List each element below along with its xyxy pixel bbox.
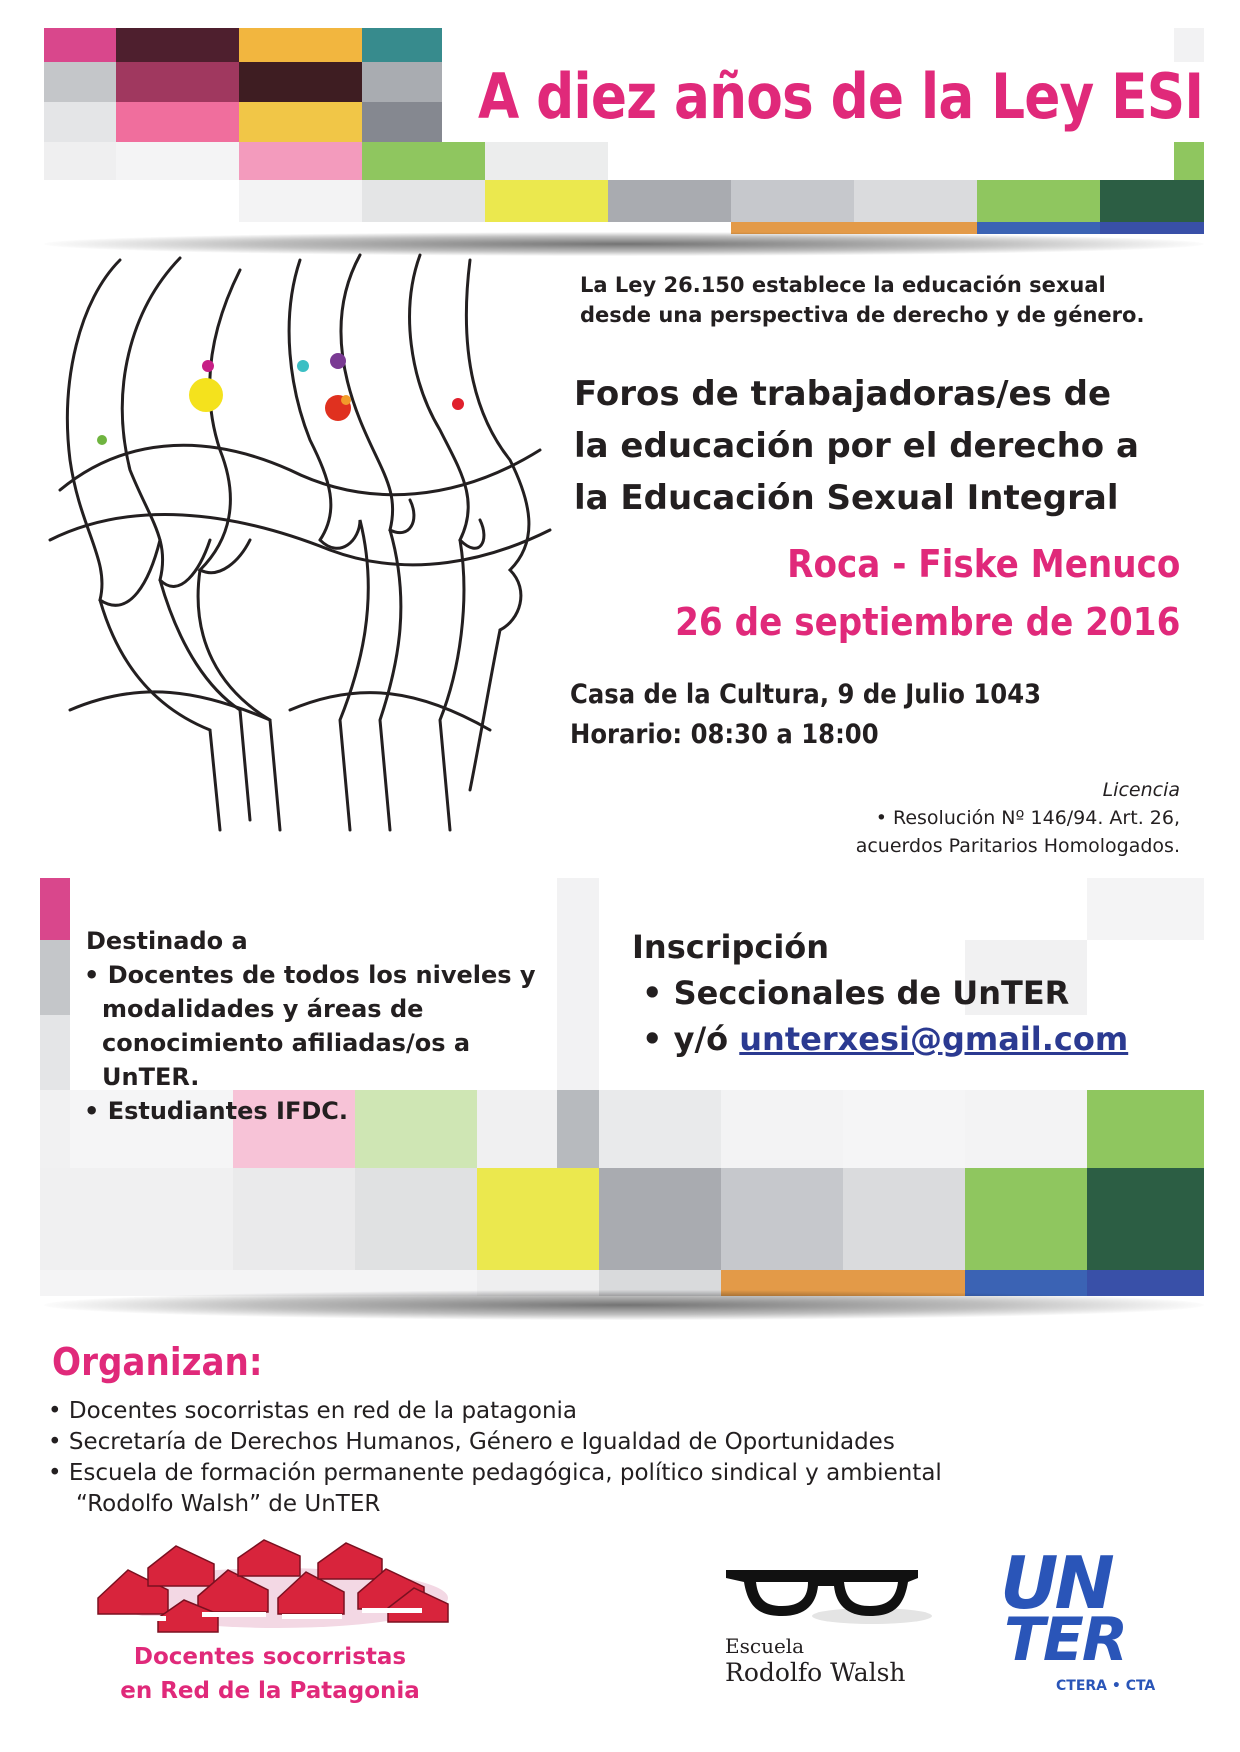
event-location-date bbox=[675, 535, 1180, 651]
event-city: Roca - Fiske Menuco bbox=[786, 542, 1180, 586]
audience-block bbox=[84, 924, 564, 1128]
middle-shadow bbox=[44, 1290, 1204, 1320]
organizer-item: • Docentes socorristas en red de la patagonia bbox=[48, 1398, 577, 1424]
glasses-logo bbox=[722, 1560, 932, 1630]
union-logo-top: UN bbox=[1000, 1541, 1111, 1625]
registration-email-link[interactable]: unterxesi@gmail.com bbox=[739, 1020, 1129, 1058]
event-schedule: Horario: 08:30 a 18:00 bbox=[570, 719, 879, 750]
event-venue: Casa de la Cultura, 9 de Julio 1043 bbox=[570, 679, 1042, 710]
union-logo bbox=[994, 1541, 1174, 1708]
union-logo-bottom: TER bbox=[1004, 1605, 1127, 1675]
sneakers-logo bbox=[88, 1538, 468, 1648]
audience-heading: Destinado a bbox=[86, 927, 248, 955]
school-logo-line-2: Rodolfo Walsh bbox=[725, 1658, 906, 1687]
union-logo-sub: CTERA • CTA bbox=[1056, 1678, 1156, 1694]
intro-line-2: desde una perspectiva de derecho y de género. bbox=[580, 303, 1145, 327]
organizer-item: • Secretaría de Derechos Humanos, Género e Igualdad de Oportunidades bbox=[48, 1429, 895, 1455]
organizers-list bbox=[48, 1396, 942, 1520]
license-line-2: acuerdos Paritarios Homologados. bbox=[855, 835, 1180, 857]
organizer-item: • Escuela de formación permanente pedagógica, político sindical y ambiental bbox=[48, 1460, 942, 1486]
license-block bbox=[856, 776, 1180, 860]
registration-heading: Inscripción bbox=[632, 928, 830, 966]
audience-item-students: • Estudiantes IFDC. bbox=[84, 1097, 348, 1125]
organizers-heading: Organizan: bbox=[52, 1340, 263, 1384]
registration-item-email bbox=[632, 1016, 1128, 1062]
event-title-line-2: la educación por el derecho a bbox=[574, 426, 1139, 466]
license-line-1: • Resolución Nº 146/94. Art. 26, bbox=[875, 807, 1180, 829]
event-date: 26 de septiembre de 2016 bbox=[674, 600, 1180, 644]
event-title-line-3: la Educación Sexual Integral bbox=[574, 478, 1119, 518]
event-venue-block bbox=[570, 675, 1041, 755]
audience-item-teachers: • Docentes de todos los niveles y modalidades y áreas de conocimiento afiliadas/os a UnTER. bbox=[84, 961, 536, 1091]
page-title: A diez años de la Ley ESI bbox=[478, 60, 1204, 133]
school-logo-text bbox=[725, 1634, 906, 1687]
network-logo-line-2: en Red de la Patagonia bbox=[120, 1678, 420, 1704]
faces-illustration bbox=[40, 240, 560, 840]
intro-line-1: La Ley 26.150 establece la educación sexual bbox=[580, 273, 1106, 297]
registration-block bbox=[632, 924, 1128, 1062]
intro-text bbox=[580, 270, 1220, 330]
registration-item-sections: • Seccionales de UnTER bbox=[642, 974, 1070, 1012]
event-title bbox=[574, 368, 1224, 524]
organizer-item-continuation: “Rodolfo Walsh” de UnTER bbox=[76, 1491, 381, 1517]
network-logo-line-1: Docentes socorristas bbox=[133, 1644, 407, 1670]
registration-email-prefix: • y/ó bbox=[642, 1020, 740, 1058]
event-title-line-1: Foros de trabajadoras/es de bbox=[574, 374, 1112, 414]
license-heading: Licencia bbox=[1102, 779, 1180, 801]
network-logo-text bbox=[100, 1640, 440, 1708]
school-logo-line-1: Escuela bbox=[725, 1634, 805, 1658]
